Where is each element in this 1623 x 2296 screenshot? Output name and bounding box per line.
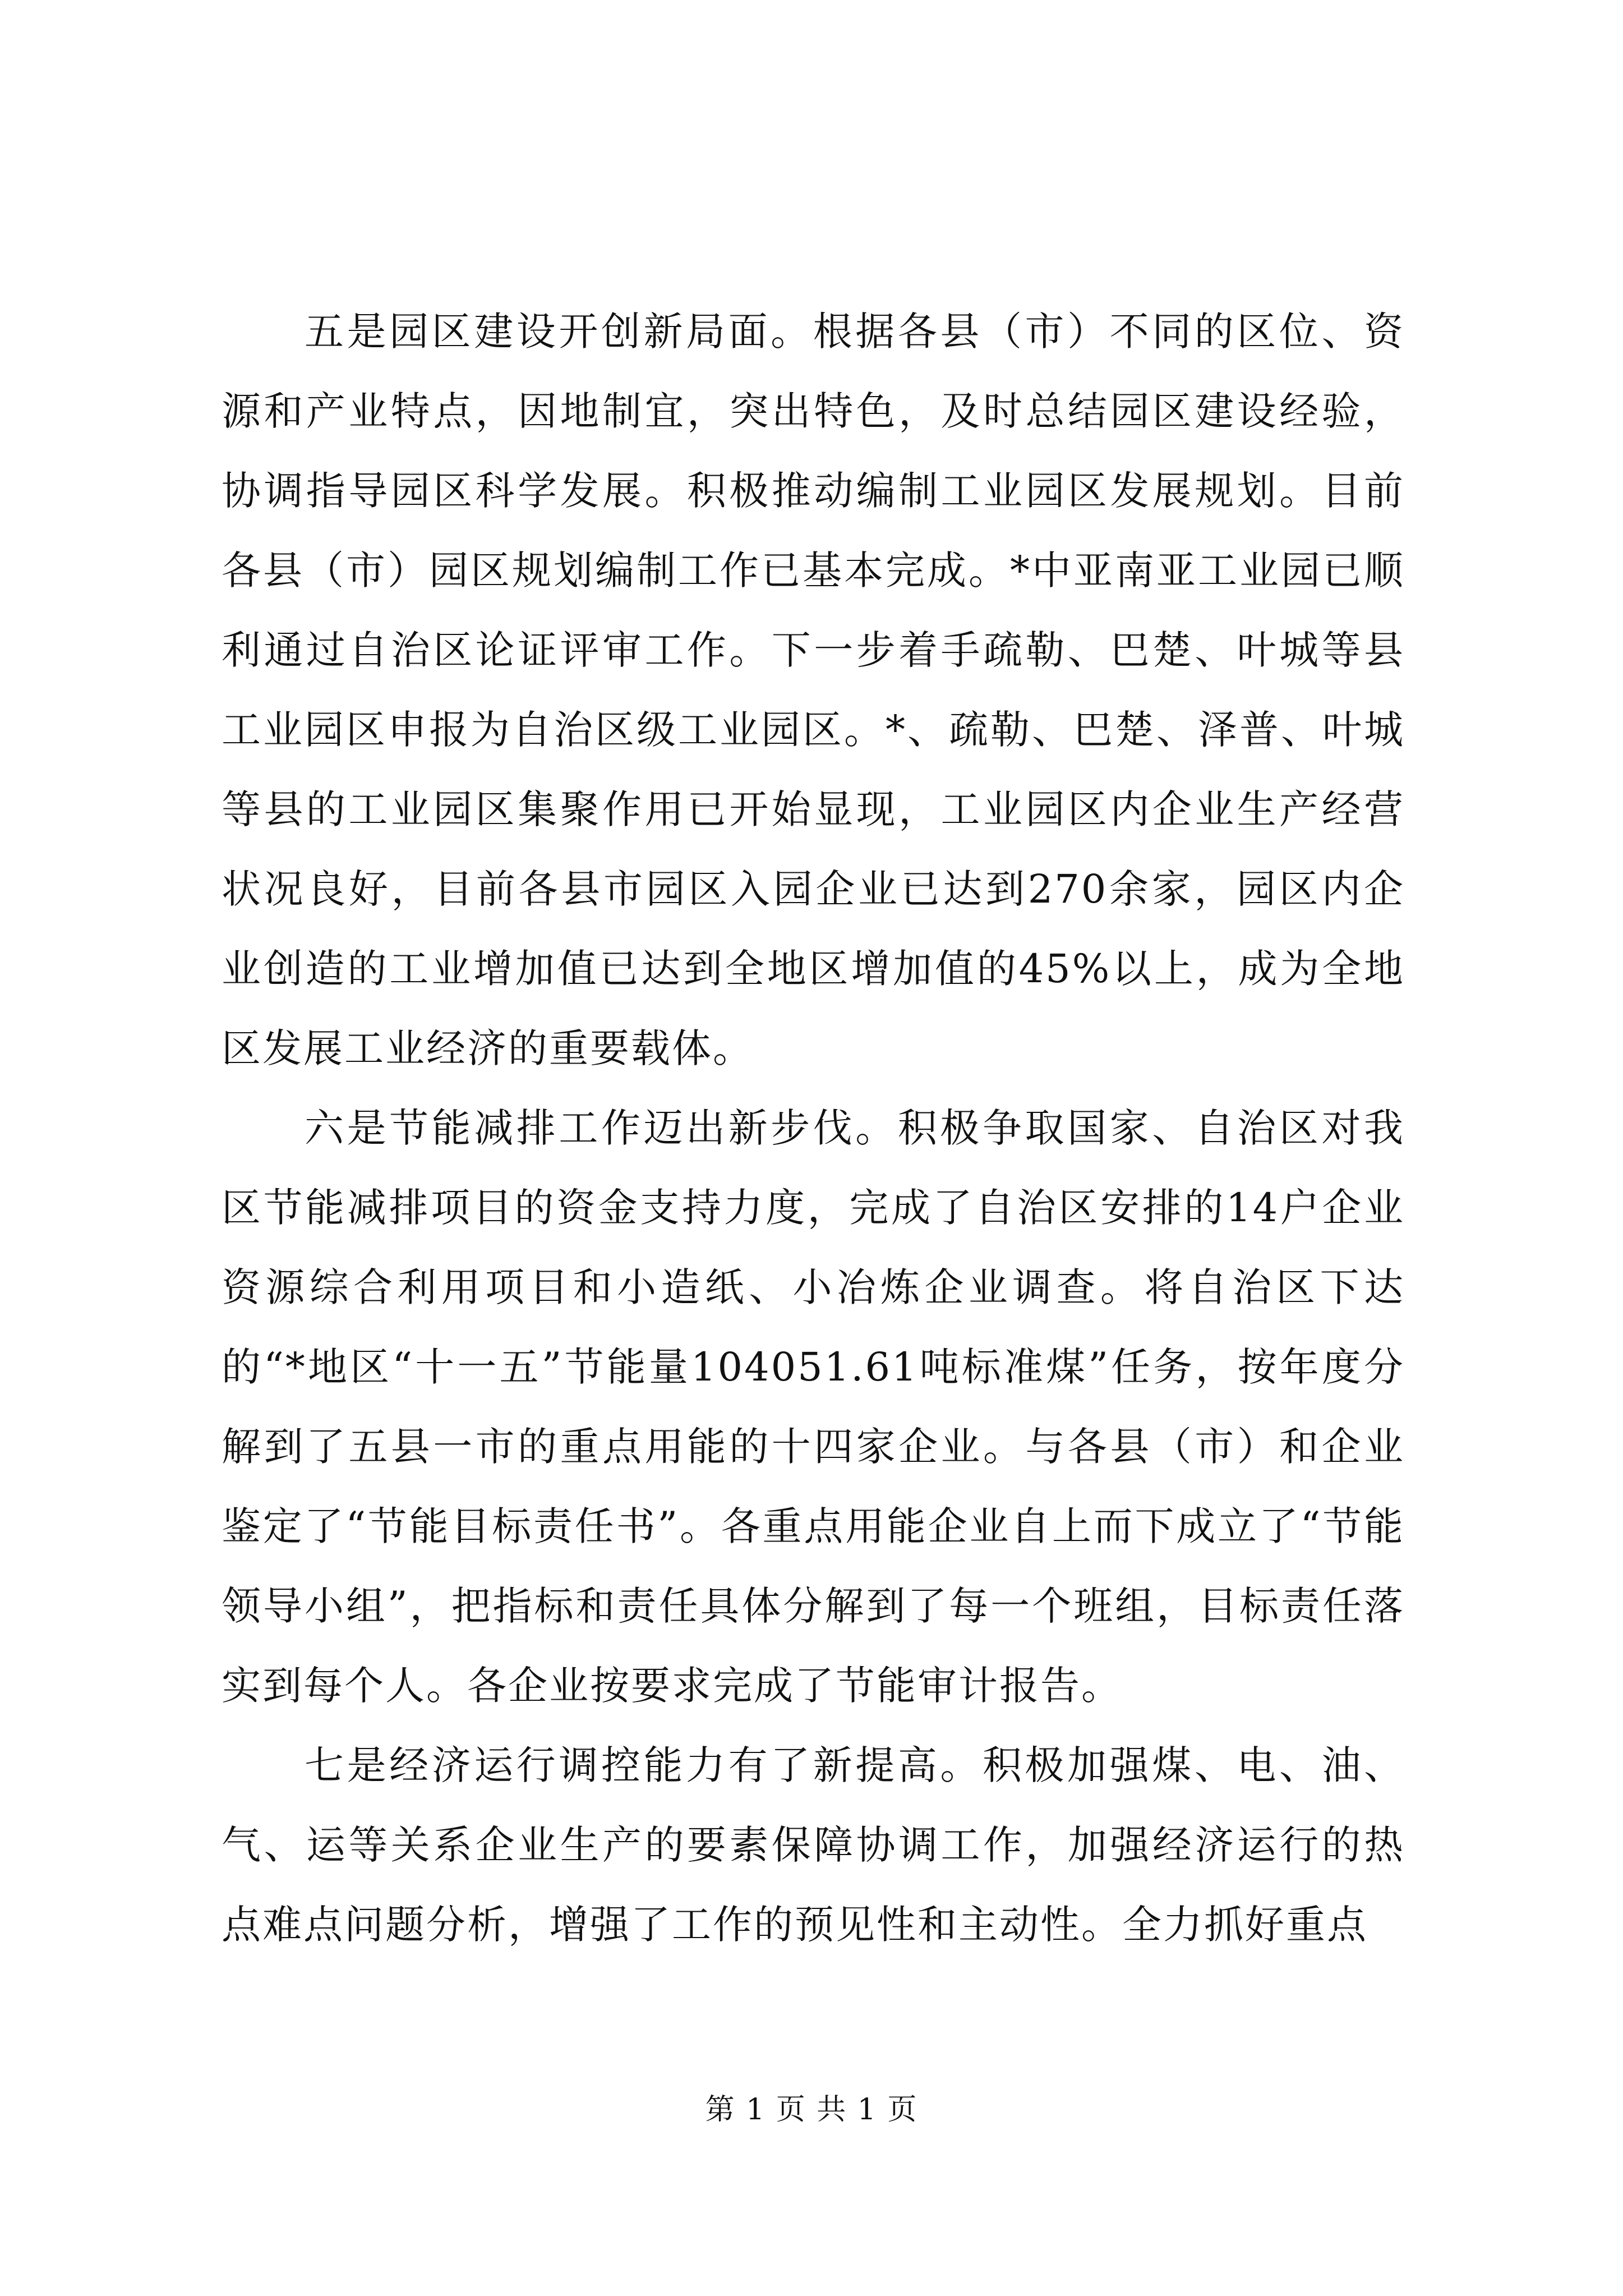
page-footer: 第 1 页 共 1 页 bbox=[705, 2093, 918, 2127]
paragraph-economic-regulation: 七是经济运行调控能力有了新提高。积极加强煤、电、油、气、运等关系企业生产的要素保障协调工作，加强经济运行的热点难点问题分析，增强了工作的预见性和主动性。全力抓好重点 bbox=[222, 1742, 1405, 1948]
paragraph-energy-saving: 六是节能减排工作迈出新步伐。积极争取国家、自治区对我区节能减排项目的资金支持力度，完成了自治区安排的14户企业资源综合利用项目和小造纸、小冶炼企业调查。将自治区下达的“*地区“十一五”节能量104051.61吨标准煤”任务，按年度分解到了五县一市的重点用能的十四家企业。与各县（市）和企业鉴定了“节能目标责任书”。各重点用能企业自上而下成立了“节能领导小组”，把指标和责任具体分解到了每一个班组，目标责任落实到每个人。各企业按要求完成了节能审计报告。 bbox=[222, 1105, 1405, 1709]
paragraph-park-construction: 五是园区建设开创新局面。根据各县（市）不同的区位、资源和产业特点，因地制宜，突出特色，及时总结园区建设经验，协调指导园区科学发展。积极推动编制工业园区发展规划。目前各县（市）园区规划编制工作已基本完成。*中亚南亚工业园已顺利通过自治区论证评审工作。下一步着手疏勒、巴楚、叶城等县工业园区申报为自治区级工业园区。*、疏勒、巴楚、泽普、叶城等县的工业园区集聚作用已开始显现，工业园区内企业生产经营状况良好，目前各县市园区入园企业已达到270余家，园区内企业创造的工业增加值已达到全地区增加值的45%以上，成为全地区发展工业经济的重要载体。 bbox=[222, 309, 1405, 1071]
document-body bbox=[222, 292, 1405, 1964]
